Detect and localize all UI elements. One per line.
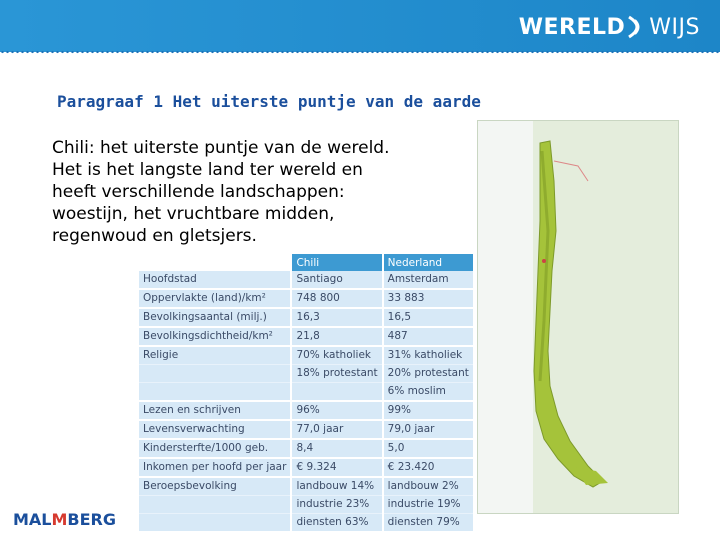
table-row bbox=[139, 383, 474, 402]
table-cell-nederland: 20% protestant bbox=[383, 365, 474, 383]
table-cell-label bbox=[139, 496, 291, 514]
intro-text bbox=[52, 137, 472, 247]
header-divider bbox=[0, 50, 720, 54]
table-row bbox=[139, 420, 474, 439]
table-row bbox=[139, 439, 474, 458]
logo-end: BERG bbox=[67, 510, 116, 529]
brand-bold: WERELD bbox=[518, 14, 626, 40]
table-cell-nederland: industrie 19% bbox=[383, 496, 474, 514]
table-cell-nederland: 5,0 bbox=[383, 439, 474, 458]
table-cell-nederland: landbouw 2% bbox=[383, 477, 474, 496]
table-cell-chili: landbouw 14% bbox=[291, 477, 382, 496]
table-row bbox=[139, 458, 474, 477]
table-header-chili: Chili bbox=[291, 254, 382, 271]
table-row bbox=[139, 308, 474, 327]
table-cell-chili: diensten 63% bbox=[291, 514, 382, 533]
table-cell-chili: 18% protestant bbox=[291, 365, 382, 383]
table-cell-label: Beroepsbevolking bbox=[139, 477, 291, 496]
table-cell-label bbox=[139, 383, 291, 402]
table-row bbox=[139, 477, 474, 496]
table-header-empty bbox=[139, 254, 291, 271]
table-cell-nederland: Amsterdam bbox=[383, 271, 474, 289]
table-cell-nederland: diensten 79% bbox=[383, 514, 474, 533]
table-cell-nederland: 16,5 bbox=[383, 308, 474, 327]
table-cell-nederland: 99% bbox=[383, 401, 474, 420]
table-cell-label: Kindersterfte/1000 geb. bbox=[139, 439, 291, 458]
table-body bbox=[139, 271, 474, 532]
table-cell-chili: 96% bbox=[291, 401, 382, 420]
table-row bbox=[139, 496, 474, 514]
table-cell-chili: 748 800 bbox=[291, 289, 382, 308]
intro-line: Chili: het uiterste puntje van de wereld. bbox=[52, 138, 390, 158]
table-cell-chili: 70% katholiek bbox=[291, 346, 382, 365]
comparison-table bbox=[139, 254, 475, 533]
chile-map bbox=[477, 120, 679, 514]
table-cell-nederland: 487 bbox=[383, 327, 474, 346]
chile-map-graphic bbox=[478, 121, 678, 513]
intro-line: regenwoud en gletsjers. bbox=[52, 226, 257, 246]
malmberg-logo bbox=[13, 510, 116, 529]
table-cell-chili: 8,4 bbox=[291, 439, 382, 458]
table-cell-nederland: 33 883 bbox=[383, 289, 474, 308]
table-cell-chili: € 9.324 bbox=[291, 458, 382, 477]
logo-main: MAL bbox=[13, 510, 52, 529]
table-cell-nederland: € 23.420 bbox=[383, 458, 474, 477]
table-cell-chili: 21,8 bbox=[291, 327, 382, 346]
table-header-nederland: Nederland bbox=[383, 254, 474, 271]
table-row bbox=[139, 514, 474, 533]
table-cell-label: Inkomen per hoofd per jaar bbox=[139, 458, 291, 477]
intro-line: woestijn, het vruchtbare midden, bbox=[52, 204, 335, 224]
brand-light: WIJS bbox=[649, 14, 700, 40]
table-cell-label bbox=[139, 365, 291, 383]
table-row bbox=[139, 346, 474, 365]
intro-line: heeft verschillende landschappen: bbox=[52, 182, 345, 202]
table-header-row bbox=[139, 254, 474, 271]
table-cell-label: Bevolkingsdichtheid/km² bbox=[139, 327, 291, 346]
intro-line: Het is het langste land ter wereld en bbox=[52, 160, 363, 180]
table-cell-chili: Santiago bbox=[291, 271, 382, 289]
header-bar bbox=[0, 0, 720, 52]
table-cell-nederland: 79,0 jaar bbox=[383, 420, 474, 439]
table-cell-nederland: 31% katholiek bbox=[383, 346, 474, 365]
table-cell-label: Bevolkingsaantal (milj.) bbox=[139, 308, 291, 327]
page-title: Paragraaf 1 Het uiterste puntje van de aarde bbox=[57, 92, 481, 111]
table-cell-label: Religie bbox=[139, 346, 291, 365]
table-cell-chili: 77,0 jaar bbox=[291, 420, 382, 439]
table-cell-nederland: 6% moslim bbox=[383, 383, 474, 402]
table-row bbox=[139, 289, 474, 308]
table-cell-label: Lezen en schrijven bbox=[139, 401, 291, 420]
table-cell-chili bbox=[291, 383, 382, 402]
table-cell-chili: 16,3 bbox=[291, 308, 382, 327]
table-cell-chili: industrie 23% bbox=[291, 496, 382, 514]
table-row bbox=[139, 401, 474, 420]
wereldwijs-logo bbox=[519, 12, 700, 42]
globe-icon bbox=[626, 14, 648, 40]
table-row bbox=[139, 327, 474, 346]
table-row bbox=[139, 365, 474, 383]
logo-accent: M bbox=[51, 510, 68, 529]
table-cell-label: Oppervlakte (land)/km² bbox=[139, 289, 291, 308]
table-cell-label bbox=[139, 514, 291, 533]
table-row bbox=[139, 271, 474, 289]
table-cell-label: Hoofdstad bbox=[139, 271, 291, 289]
table-cell-label: Levensverwachting bbox=[139, 420, 291, 439]
